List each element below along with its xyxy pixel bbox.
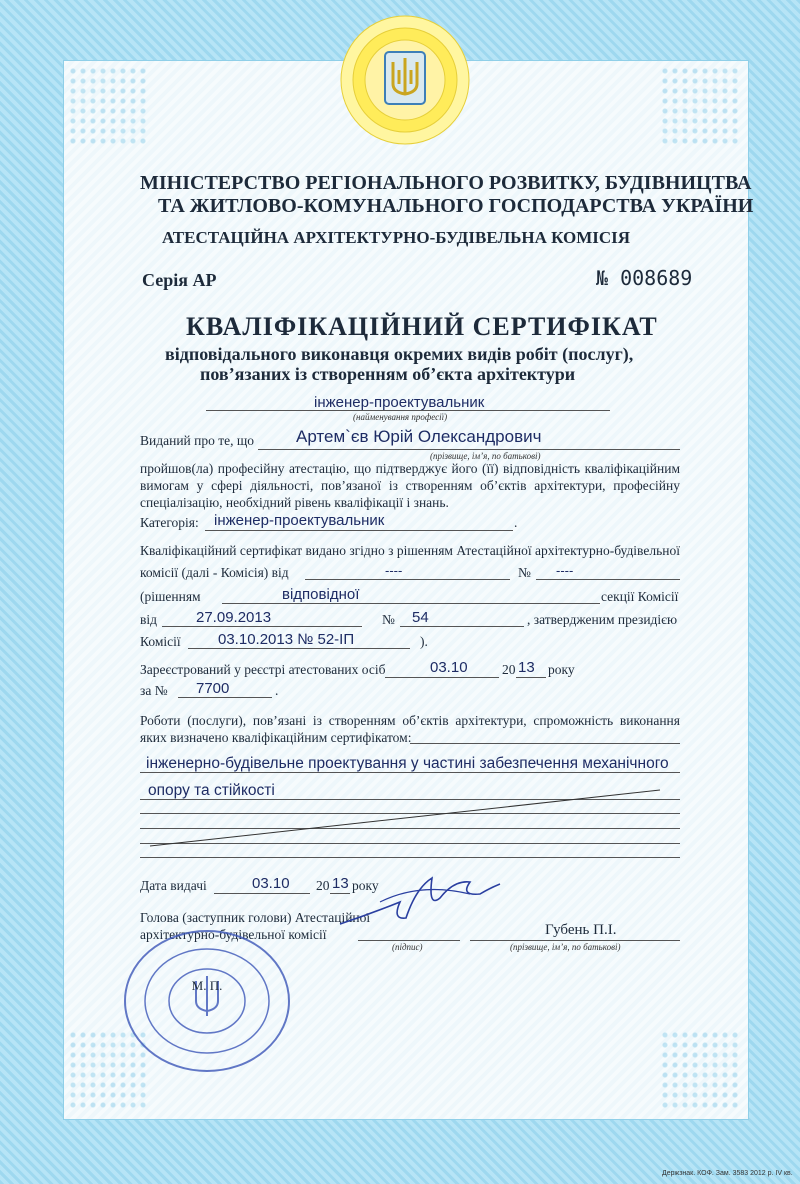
decision-line-3: (рішенням — [140, 589, 201, 604]
category-label: Категорія: — [140, 515, 199, 530]
decision-date: ---- — [385, 563, 403, 578]
signer-caption: (прізвище, ім’я, по батькові) — [510, 942, 621, 952]
stamp-mp: М. П. — [191, 978, 223, 993]
works-line-2: опору та стійкості — [148, 782, 275, 799]
commission-decision: 03.10.2013 № 52-ІП — [218, 631, 355, 648]
category-end: . — [514, 515, 518, 530]
commission-label: Комісії — [140, 634, 181, 649]
signer-name: Губень П.І. — [545, 922, 617, 938]
holder-name: Артем`єв Юрій Олександрович — [296, 427, 542, 446]
decision-from-label: від — [140, 612, 157, 627]
corner-ornament — [660, 66, 740, 146]
registry-number: 7700 — [196, 680, 230, 697]
category-value: інженер-проектувальник — [214, 512, 385, 529]
issue-date-label: Дата видачі — [140, 878, 207, 893]
certificate-title: КВАЛІФІКАЦІЙНИЙ СЕРТИФІКАТ — [186, 312, 658, 341]
corner-ornament — [68, 66, 148, 146]
issue-date-suffix: року — [352, 878, 379, 893]
certificate-subtitle-2: пов’язаних із створенням об’єкта архітектури — [200, 364, 576, 384]
approved-label: , затвердженим президією — [527, 612, 678, 627]
decision-close: ). — [420, 634, 428, 649]
holder-name-caption: (прізвище, ім’я, по батькові) — [430, 451, 541, 461]
decision-no: ---- — [556, 563, 574, 578]
printer-imprint: Держзнак. КОФ. Зам. 3583 2012 р. IV кв. — [662, 1170, 793, 1177]
works-line-1: інженерно-будівельне проектування у частині забезпечення механічного — [146, 755, 669, 772]
registry-year: 13 — [518, 659, 535, 676]
handwritten-signature — [330, 872, 510, 942]
official-stamp — [122, 926, 292, 1076]
decision-line-1: Кваліфікаційний сертифікат видано згідно з рішенням Атестаційної архітектурно-будівельної — [140, 543, 680, 558]
issue-date-day: 03.10 — [252, 875, 290, 892]
ministry-line-2: ТА ЖИТЛОВО-КОМУНАЛЬНОГО ГОСПОДАРСТВА УКРАЇНИ — [158, 195, 754, 217]
profession-value: інженер-проектувальник — [314, 394, 485, 411]
decision-num-label: № — [382, 612, 395, 627]
section-name: відповідної — [282, 586, 360, 603]
commission-title: АТЕСТАЦІЙНА АРХІТЕКТУРНО-БУДІВЕЛЬНА КОМІСІЯ — [162, 228, 631, 247]
registry-label: Зареєстрований у реєстрі атестованих осіб — [140, 662, 386, 677]
works-intro: Роботи (послуги), пов’язані із створенням об’єктів архітектури, спроможність виконання яких визначено кваліфікаційним сертифікатом: — [140, 713, 680, 745]
signature-caption: (підпис) — [392, 942, 423, 952]
registry-no-label: за № — [140, 683, 168, 698]
decision-no-label: № — [518, 565, 531, 580]
works-strikethrough — [140, 780, 680, 850]
registry-day: 03.10 — [430, 659, 468, 676]
series-label: Серія АР — [142, 270, 217, 290]
registry-end: . — [275, 683, 279, 698]
ministry-line-1: МІНІСТЕРСТВО РЕГІОНАЛЬНОГО РОЗВИТКУ, БУДІВНИЦТВА — [140, 172, 752, 194]
decision-line-2: комісії (далі - Комісія) від — [140, 565, 289, 580]
decision-section-number: 54 — [412, 609, 429, 626]
certificate-subtitle-1: відповідального виконавця окремих видів робіт (послуг), — [165, 344, 634, 364]
corner-ornament — [660, 1030, 740, 1110]
decision-line-3-end: секції Комісії — [601, 589, 679, 604]
decision-section-date: 27.09.2013 — [196, 609, 272, 626]
signatory-role-2: архітектурно-будівельної комісії — [140, 927, 327, 942]
issued-label: Виданий про те, що — [140, 433, 255, 448]
issue-date-year-prefix: 20 — [316, 878, 330, 893]
registry-year-suffix: року — [548, 662, 575, 677]
attestation-text: пройшов(ла) професійну атестацію, що підтверджує його (її) відповідність кваліфікаційним вимогам у сфері діяльності, пов’язаної із створенням об’єктів архітектури, професійну спеціалізацію, необхідний рівень кваліфікації і знань. — [140, 461, 680, 510]
issue-date-year: 13 — [332, 875, 349, 892]
signatory-role-1: Голова (заступник голови) Атестаційної — [140, 910, 371, 925]
profession-caption: (найменування професії) — [353, 412, 448, 422]
registry-year-prefix: 20 — [502, 662, 516, 677]
trident-emblem-icon — [330, 8, 480, 148]
certificate-number: № 008689 — [596, 266, 693, 290]
